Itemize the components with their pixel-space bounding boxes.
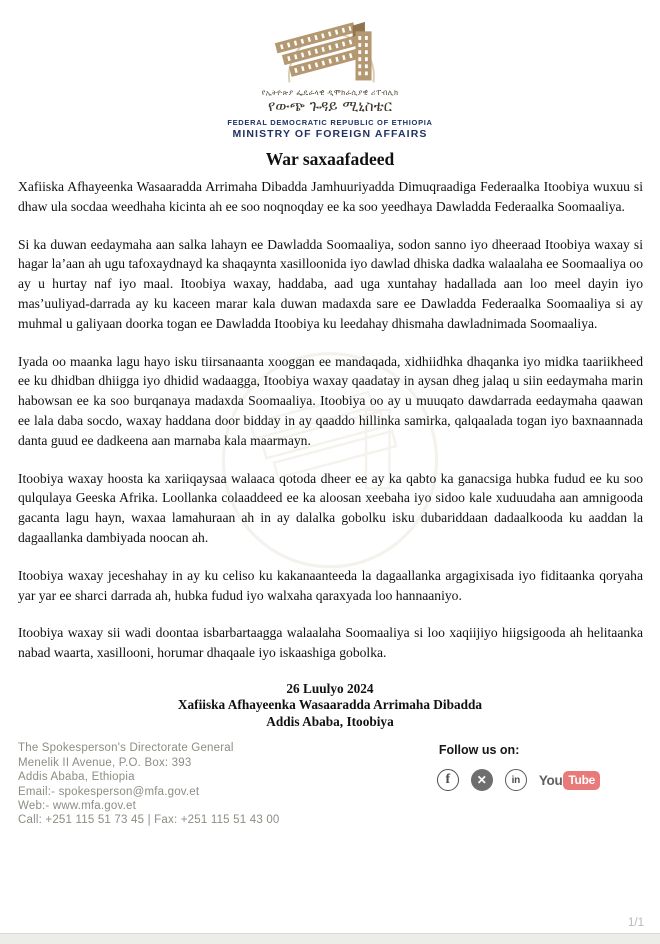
footer <box>0 730 660 827</box>
facebook-icon[interactable]: f <box>437 769 459 791</box>
contact-phone-line: Call: +251 115 51 73 45 | Fax: +251 115 51 43 00 <box>18 814 280 827</box>
press-release-paragraph: Xafiiska Afhayeenka Wasaaradda Arrimaha Dibadda Jamhuuriyadda Dimuqraadiga Federaalka Itoobiya wuxuu si dhaw ula socdaa weedhaha kicinta ah ee soo noqnoqday ee ka soo yeedhaya Dawladda Federaalka Soomaaliya. <box>18 179 643 214</box>
signoff-office: Xafiiska Afhayeenka Wasaaradda Arrimaha Dibadda <box>177 697 483 713</box>
contact-line: Menelik II Avenue, P.O. Box: 393 <box>18 756 192 769</box>
x-twitter-icon[interactable]: ✕ <box>471 769 493 791</box>
youtube-icon[interactable] <box>539 771 600 790</box>
linkedin-icon[interactable]: in <box>505 769 527 791</box>
page-indicator: 1/1 <box>628 917 644 929</box>
date-line: 26 Luulyo 2024 <box>286 680 374 696</box>
press-release-body <box>0 170 660 663</box>
signoff-city: Addis Ababa, Itoobiya <box>266 713 394 729</box>
contact-email-line: Email:- spokesperson@mfa.gov.et <box>18 785 200 798</box>
press-release-paragraph: Iyada oo maanka lagu hayo isku tiirsanaanta xooggan ee mandaqada, xidhiidhka dhaqanka iyo midka taariikheed ee ku dhidban dhiigga iyo dhidid wadaagga, Itoobiya waxay qaadatay in aysan dheg jalaq u siin eedaymaha marin habowsan ee ka soo burqanaya madaxda Soomaaliya. Itoobiya oo ay u muuqato dawdarrada eedaymaha qaawan ee lala daba socdo, waxay haddana door bidday in ay qaaddo hillinka samirka, qalqaalada togan iyo baxnaannada danta guud ee dadkeena aan marnaba kala maarmayn. <box>18 353 643 448</box>
logo-country-line: FEDERAL DEMOCRATIC REPUBLIC OF ETHIOPIA <box>227 118 433 127</box>
viewer-bottom-strip <box>0 933 660 944</box>
social-icons-row <box>437 769 600 791</box>
contact-block <box>18 741 280 827</box>
logo-amharic-small: የኢትዮጵያ ፌዴራላዊ ዲሞክራሲያዊ ሪፐብሊክ <box>261 88 399 97</box>
youtube-you-text: You <box>538 772 563 788</box>
contact-line: The Spokesperson's Directorate General <box>18 742 234 755</box>
press-release-paragraph: Si ka duwan eedaymaha aan salka lahayn ee Dawladda Soomaaliya, sodon sanno iyo dheeraad Itoobiya waxay si hagar la’aan ah ugu tafoxaydnayd ka shaqaynta xasilloonida iyo dawlad dhiska dadka walaalaha ee Soomaaliya oo ay u hurtay naf iyo maal. Itoobiya waxay, haddaba, aad uga xuntahay hadallada aan loo meel dayin iyo mas’uuliyad-darrada ay ku kaceen marar kala duwan madaxda sare ee Dawladda Federaalka Soomaaliya si ay muhmal u galiyaan doorka togan ee Dawladda Itoobiya ku leedahay dhismaha dawladnimada Soomaaliya. <box>18 236 643 331</box>
contact-line: Addis Ababa, Ethiopia <box>18 771 135 784</box>
press-release-title: War saxaafadeed <box>265 149 395 169</box>
press-release-paragraph: Itoobiya waxay jeceshahay in ay ku celiso ku kakanaanteeda la dagaallanka argagixisada iyo fiditaanka qoryaha yar yar ee sharci darrada ah, hubka fudud iyo walxaha qaraxyada loo hannaaniyo. <box>18 567 643 603</box>
logo-ministry-line: MINISTRY OF FOREIGN AFFAIRS <box>232 128 428 140</box>
press-release-paragraph: Itoobiya waxay sii wadi doontaa isbarbartaagga walaalaha Soomaaliya si loo xaqiijiyo hiigsigooda ah helitaanka nabad waarta, xasillooni, horumar dhaqaale iyo iskaashiga gobolka. <box>18 625 643 661</box>
youtube-tube-text: Tube <box>563 771 600 790</box>
follow-us-label: Follow us on: <box>438 743 520 758</box>
social-block <box>437 741 642 791</box>
ministry-logo <box>0 0 660 141</box>
logo-amharic-large: የውጭ ጉዳይ ሚኒስቴር <box>267 97 393 115</box>
press-release-paragraph: Itoobiya waxay hoosta ka xariiqaysaa walaaca qotoda dheer ee ay ka qabto ka ganacsiga hubka fudud ee ku soo qulqulaya Geeska Afrika. Loollanka colaaddeed ee ka aloosan xeebaha iyo sidoo kale xuduudaha aan amnigooda gacanta lagu hayn, waxaa lamahuraan ah in ay dalalka gobolku isku dubariddaan dadaalkooda ku aaddan la dagaallanka dambiyada noocan ah. <box>18 470 643 545</box>
contact-web-line: Web:- www.mfa.gov.et <box>18 800 136 813</box>
signoff-block <box>0 681 660 731</box>
ministry-building-icon <box>255 20 405 88</box>
